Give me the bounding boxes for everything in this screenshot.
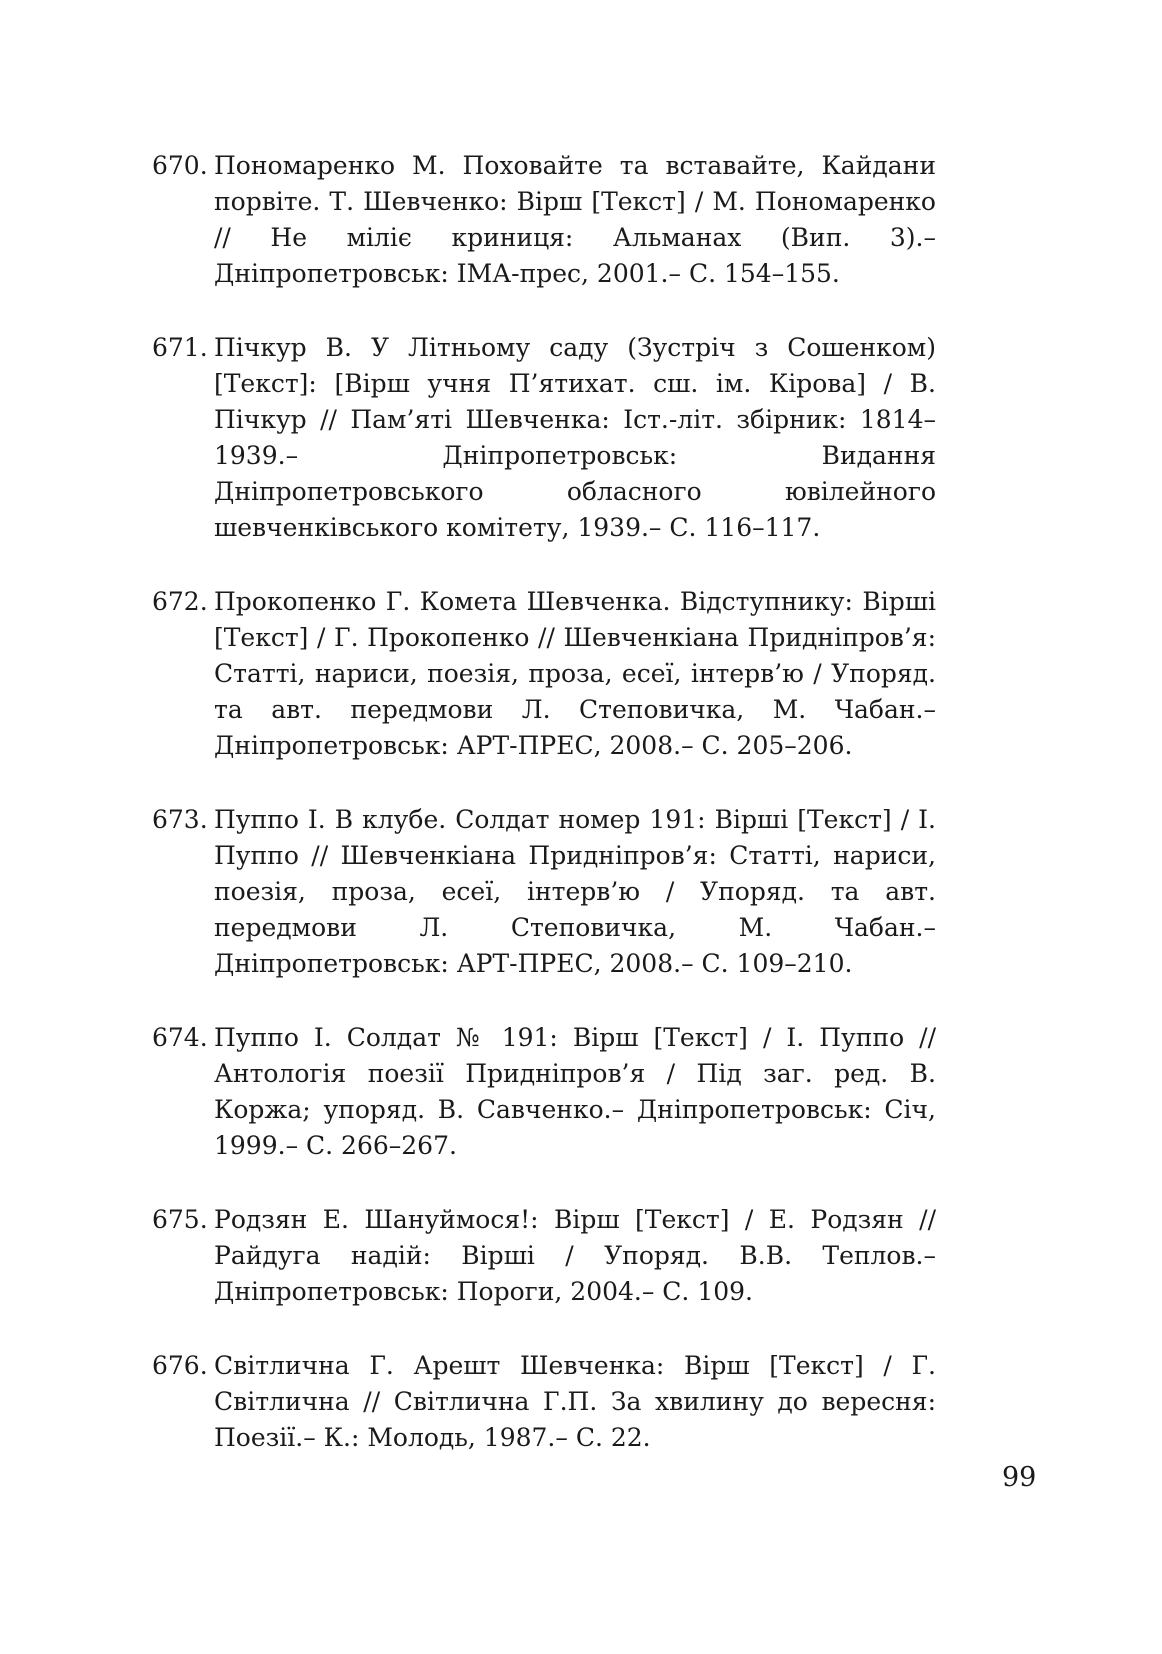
entry-text: Пономаренко М. Поховайте та вставайте, Кайдани порвіте. Т. Шевченко: Вірш [Текст] / М. Пономаренко // Не міліє криниця: Альманах (Вип. 3).– Дніпропетровськ: ІМА-прес, 2001.– С. 154–155. [214,151,936,288]
bibliography-entry-675 [152,1202,936,1310]
entry-number: 672. [152,587,208,616]
bibliography-entry-672 [152,584,936,764]
entry-text: Пуппо І. Солдат № 191: Вірш [Текст] / І. Пуппо // Антологія поезії Придніпров’я / Під заг. ред. В. Коржа; упоряд. В. Савченко.– Дніпропетровськ: Січ, 1999.– С. 266–267. [214,1023,936,1160]
entry-text: Пуппо І. В клубе. Солдат номер 191: Вірші [Текст] / І. Пуппо // Шевченкіана Придніпров’я: Статті, нариси, поезія, проза, есеї, інтерв’ю / Упоряд. та авт. передмови Л. Степовичка, М. Чабан.– Дніпропетровськ: АРТ-ПРЕС, 2008.– С. 109–210. [214,805,936,978]
bibliography-entry-674 [152,1020,936,1164]
page-number: 99 [1002,1462,1037,1493]
entry-text: Пічкур В. У Літньому саду (Зустріч з Сошенком) [Текст]: [Вірш учня П’ятихат. сш. ім. Кірова] / В. Пічкур // Пам’яті Шевченка: Іст.-літ. збірник: 1814–1939.– Дніпропетровськ: Видання Дніпропетровського обласного ювілейного шевченківського комітету, 1939.– С. 116–117. [214,333,936,542]
entry-number: 676. [152,1351,208,1380]
entry-number: 674. [152,1023,208,1052]
bibliography-entry-676 [152,1348,936,1456]
entry-number: 673. [152,805,208,834]
entry-number: 671. [152,333,208,362]
entry-text: Родзян Е. Шануймося!: Вірш [Текст] / Е. Родзян // Райдуга надій: Вірші / Упоряд. В.В. Теплов.– Дніпропетровськ: Пороги, 2004.– С. 109. [214,1205,936,1306]
bibliography-list [152,148,936,1494]
entry-text: Прокопенко Г. Комета Шевченка. Відступнику: Вірші [Текст] / Г. Прокопенко // Шевченкіана Придніпров’я: Статті, нариси, поезія, проза, есеї, інтерв’ю / Упоряд. та авт. передмови Л. Степовичка, М. Чабан.– Дніпропетровськ: АРТ-ПРЕС, 2008.– С. 205–206. [214,587,936,760]
entry-number: 675. [152,1205,208,1234]
entry-text: Світлична Г. Арешт Шевченка: Вірш [Текст] / Г. Світлична // Світлична Г.П. За хвилину до вересня: Поезії.– К.: Молодь, 1987.– С. 22. [214,1351,936,1452]
bibliography-entry-671 [152,330,936,546]
entry-number: 670. [152,151,208,180]
bibliography-entry-673 [152,802,936,982]
bibliography-entry-670 [152,148,936,292]
